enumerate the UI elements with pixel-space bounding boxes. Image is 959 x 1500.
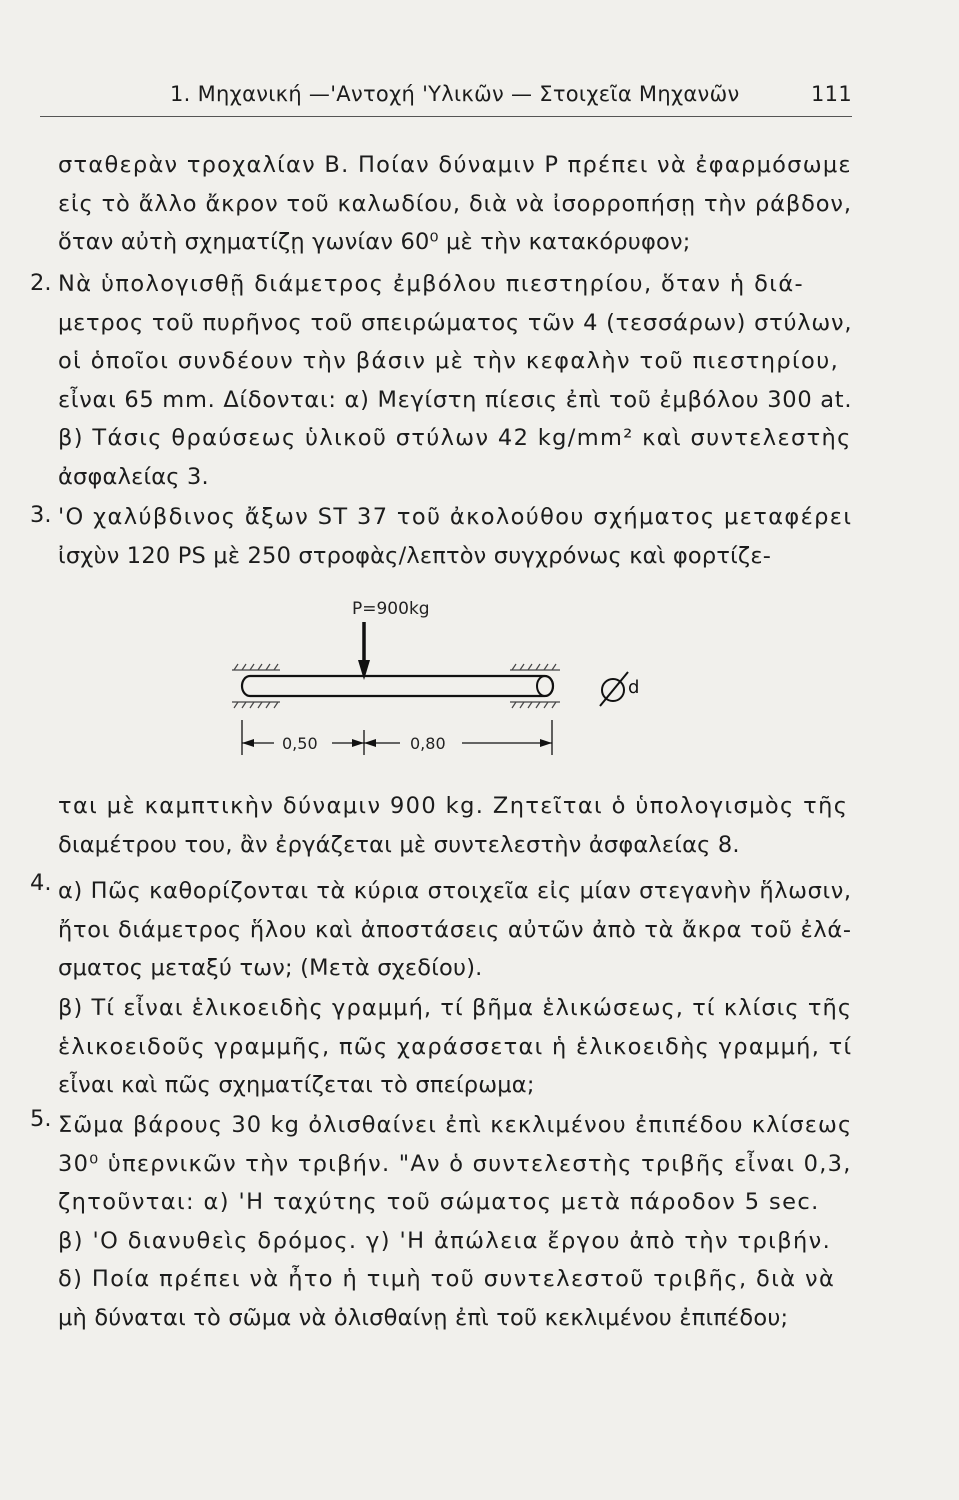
text-line: ται μὲ καμπτικὴν δύναμιν 900 kg. Ζητεῖται ὁ ὑπολογισμὸς τῆς [58, 793, 849, 819]
text-line: διαμέτρου του, ἂν ἐργάζεται μὲ συντελεστὴν ἀσφαλείας 8. [58, 831, 740, 858]
shaft-end [537, 676, 553, 696]
right-bearing-bottom [510, 702, 560, 708]
text-line: ἰσχὺν 120 PS μὲ 250 στροφὰς/λεπτὸν συγχρόνως καὶ φορτίζε- [58, 542, 772, 569]
problem-4a [58, 872, 852, 988]
header-rule [40, 116, 852, 117]
running-header [170, 82, 852, 106]
text-line: β) 'Ο διανυθεὶς δρόμος. γ) 'Η ἀπώλεια ἔργου ἀπὸ τὴν τριβήν. [58, 1227, 832, 1254]
text-line: εἶναι καὶ πῶς σχηματίζεται τὸ σπείρωμα; [58, 1072, 535, 1098]
problem-1-continuation [58, 146, 852, 262]
dim-left-label: 0,50 [282, 734, 318, 753]
text-line: ἑλικοειδοῦς γραμμῆς, πῶς χαράσσεται ἡ ἑλικοειδὴς γραμμή, τί [58, 1033, 853, 1060]
problem-4b [58, 989, 852, 1105]
problem-number: 3. [30, 502, 52, 528]
dim-right-label: 0,80 [410, 734, 446, 753]
page-number: 111 [811, 82, 852, 106]
text-line: Σῶμα βάρους 30 kg ὀλισθαίνει ἐπὶ κεκλιμένου ἐπιπέδου κλίσεως [58, 1112, 853, 1138]
problem-2 [58, 265, 852, 496]
load-label: P=900kg [352, 599, 430, 619]
text-line: μὴ δύναται τὸ σῶμα νὰ ὀλισθαίνῃ ἐπὶ τοῦ κεκλιμένου ἐπιπέδου; [58, 1304, 789, 1331]
text-line: β) Τί εἶναι ἑλικοειδὴς γραμμή, τί βῆμα ἑλικώσεως, τί κλίσις τῆς [58, 995, 853, 1021]
text-line: σταθερὰν τροχαλίαν Β. Ποίαν δύναμιν P πρέπει νὰ ἐφαρμόσωμε [58, 152, 852, 178]
text-line: δ) Ποία πρέπει νὰ ἦτο ἡ τιμὴ τοῦ συντελεστοῦ τριβῆς, διὰ νὰ [58, 1266, 836, 1292]
text-line: Νὰ ὑπολογισθῇ διάμετρος ἐμβόλου πιεστηρίου, ὅταν ἡ διά- [58, 271, 805, 297]
text-line: εἶναι 65 mm. Δίδονται: α) Μεγίστη πίεσις ἐπὶ τοῦ ἐμβόλου 300 at. [58, 386, 853, 413]
chapter-title: 1. Μηχανική —'Αντοχή 'Υλικῶν — Στοιχεῖα Μηχανῶν [170, 82, 740, 106]
text-line: 'Ο χαλύβδινος ἄξων ST 37 τοῦ ἀκολούθου σχήματος μεταφέρει [58, 504, 853, 530]
problem-3-continuation [58, 787, 852, 864]
text-line: οἱ ὁποῖοι συνδέουν τὴν βάσιν μὲ τὴν κεφαλὴν τοῦ πιεστηρίου, [58, 348, 840, 374]
problem-number: 2. [30, 270, 52, 296]
text-line: εἰς τὸ ἄλλο ἄκρον τοῦ καλωδίου, διὰ νὰ ἰσορροπήσῃ τὴν ράβδον, [58, 190, 852, 217]
diameter-label: d [628, 677, 640, 698]
text-line: μετρος τοῦ πυρῆνος τοῦ σπειρώματος τῶν 4 (τεσσάρων) στύλων, [58, 309, 853, 336]
text-line: ὅταν αὐτὴ σχηματίζῃ γωνίαν 60⁰ μὲ τὴν κατακόρυφον; [58, 229, 691, 255]
text-line: 30⁰ ὑπερνικῶν τὴν τριβήν. "Αν ὁ συντελεστὴς τριβῆς εἶναι 0,3, [58, 1150, 852, 1177]
left-bearing-top [232, 664, 280, 670]
text-line: σματος μεταξύ των; (Μετὰ σχεδίου). [58, 955, 483, 981]
text-line: ἀσφαλείας 3. [58, 463, 209, 490]
left-bearing-bottom [232, 702, 280, 708]
shaft-figure [200, 590, 700, 780]
problem-number: 5. [30, 1106, 52, 1132]
text-line: ἤτοι διάμετρος ἥλου καὶ ἀποστάσεις αὐτῶν ἀπὸ τὰ ἄκρα τοῦ ἐλά- [58, 916, 852, 943]
problem-number: 4. [30, 870, 52, 896]
problem-3 [58, 498, 852, 575]
problem-5 [58, 1106, 852, 1337]
text-line: β) Τάσις θραύσεως ὑλικοῦ στύλων 42 kg/mm² καὶ συντελεστὴς [58, 425, 852, 451]
text-line: α) Πῶς καθορίζονται τὰ κύρια στοιχεῖα εἰς μίαν στεγανὴν ἥλωσιν, [58, 878, 852, 904]
shaft-body [242, 676, 553, 696]
right-bearing-top [510, 664, 560, 670]
text-line: ζητοῦνται: α) 'Η ταχύτης τοῦ σώματος μετὰ πάροδον 5 sec. [58, 1189, 820, 1215]
